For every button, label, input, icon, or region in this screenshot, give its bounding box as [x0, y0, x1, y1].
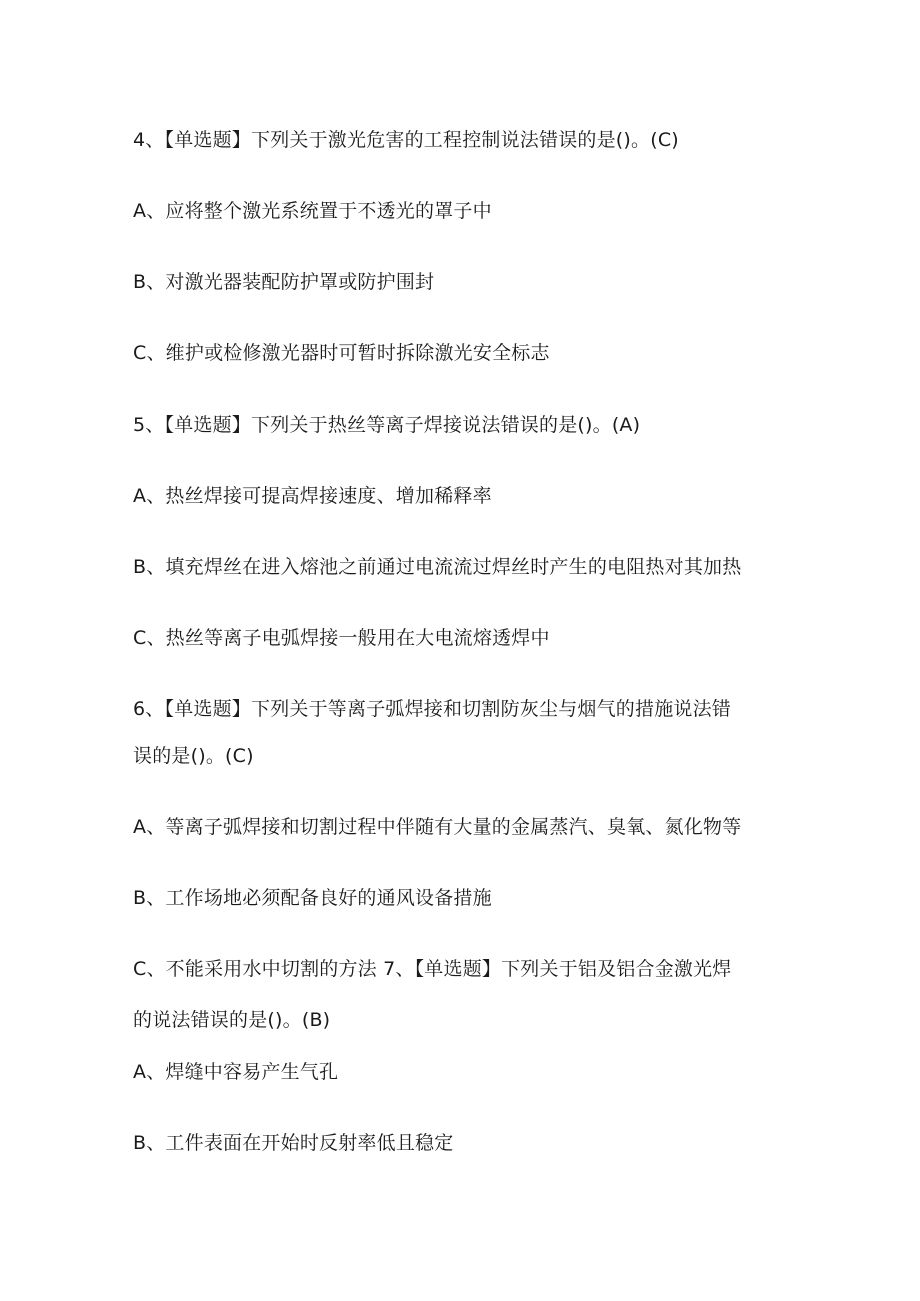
question-7-option-a: A、焊缝中容易产生气孔 [133, 1061, 339, 1083]
question-6-option-c-and-question-7-stem: C、不能采用水中切割的方法 7、【单选题】下列关于铝及铝合金激光焊 [133, 958, 732, 980]
question-5-stem: 5、【单选题】下列关于热丝等离子焊接说法错误的是()。(A) [133, 414, 641, 436]
question-4-option-c: C、维护或检修激光器时可暂时拆除激光安全标志 [133, 342, 550, 364]
question-5-option-c: C、热丝等离子电弧焊接一般用在大电流熔透焊中 [133, 627, 550, 649]
question-4-stem: 4、【单选题】下列关于激光危害的工程控制说法错误的是()。(C) [133, 129, 679, 151]
question-6-stem-line-2: 误的是()。(C) [133, 745, 254, 767]
question-6-stem-line-1: 6、【单选题】下列关于等离子弧焊接和切割防灰尘与烟气的措施说法错 [133, 698, 731, 720]
question-6-option-b: B、工作场地必须配备良好的通风设备措施 [133, 887, 492, 909]
question-7-stem-line-2: 的说法错误的是()。(B) [133, 1009, 331, 1031]
question-6-option-a: A、等离子弧焊接和切割过程中伴随有大量的金属蒸汽、臭氧、氮化物等 [133, 816, 742, 838]
question-5-option-b: B、填充焊丝在进入熔池之前通过电流流过焊丝时产生的电阻热对其加热 [133, 556, 742, 578]
question-4-option-b: B、对激光器装配防护罩或防护围封 [133, 271, 435, 293]
question-7-option-b: B、工件表面在开始时反射率低且稳定 [133, 1132, 454, 1154]
question-5-option-a: A、热丝焊接可提高焊接速度、增加稀释率 [133, 485, 492, 507]
question-4-option-a: A、应将整个激光系统置于不透光的罩子中 [133, 200, 492, 222]
